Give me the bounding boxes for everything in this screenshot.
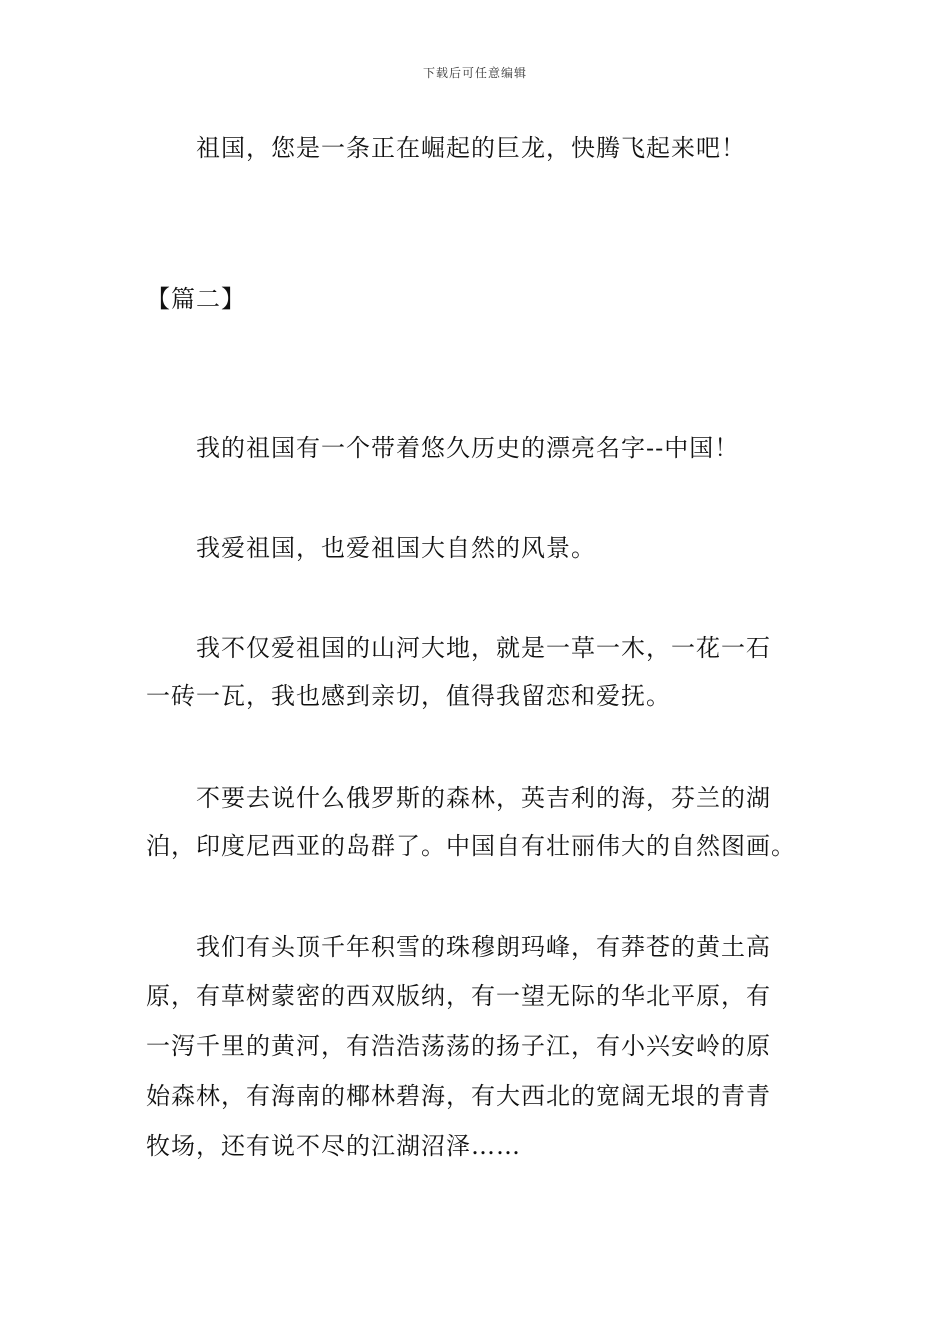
- paragraph-line: 不要去说什么俄罗斯的森林，英吉利的海，芬兰的湖: [196, 784, 771, 812]
- paragraph-line: 我爱祖国，也爱祖国大自然的风景。: [196, 534, 596, 562]
- paragraph-line: 我们有头顶千年积雪的珠穆朗玛峰，有莽苍的黄土高: [196, 933, 771, 961]
- page-header: 下载后可任意编辑: [422, 66, 527, 80]
- paragraph-line: 泊，印度尼西亚的岛群了。中国自有壮丽伟大的自然图画。: [146, 832, 796, 860]
- paragraph-line: 牧场，还有说不尽的江湖沼泽……: [146, 1132, 521, 1160]
- paragraph-line: 一砖一瓦，我也感到亲切，值得我留恋和爱抚。: [146, 682, 671, 710]
- paragraph-line: 我的祖国有一个带着悠久历史的漂亮名字--中国！: [196, 434, 740, 462]
- paragraph-line: 祖国，您是一条正在崛起的巨龙，快腾飞起来吧！: [196, 134, 746, 162]
- paragraph-line: 原，有草树蒙密的西双版纳，有一望无际的华北平原，有: [146, 982, 771, 1010]
- paragraph-line: 我不仅爱祖国的山河大地，就是一草一木，一花一石: [196, 634, 771, 662]
- paragraph-line: 一泻千里的黄河，有浩浩荡荡的扬子江，有小兴安岭的原: [146, 1032, 771, 1060]
- paragraph-line: 始森林，有海南的椰林碧海，有大西北的宽阔无垠的青青: [146, 1082, 771, 1110]
- section-heading: 【篇二】: [146, 285, 246, 313]
